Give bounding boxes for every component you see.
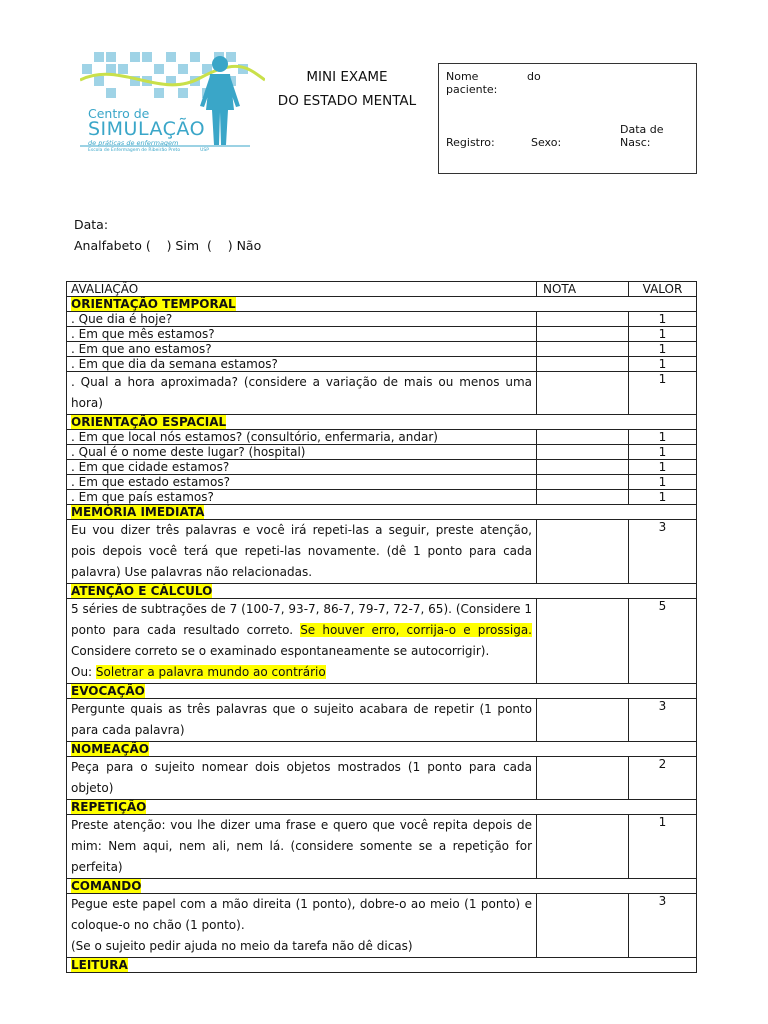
question-text: . Qual é o nome deste lugar? (hospital) bbox=[67, 445, 537, 460]
nota-cell[interactable] bbox=[537, 312, 629, 327]
section-atencao-calculo: ATENÇÃO E CÁLCULO bbox=[71, 584, 213, 598]
section-row bbox=[67, 958, 697, 973]
question-text: . Em que mês estamos? bbox=[67, 327, 537, 342]
table-row bbox=[67, 815, 697, 879]
table-row bbox=[67, 327, 697, 342]
valor-cell: 1 bbox=[629, 430, 697, 445]
table-row bbox=[67, 312, 697, 327]
valor-cell: 1 bbox=[629, 327, 697, 342]
nota-cell[interactable] bbox=[537, 815, 629, 879]
nota-cell[interactable] bbox=[537, 490, 629, 505]
question-text: Preste atenção: vou lhe dizer uma frase e quero que você repita depois de mim: Nem aqui, nem ali, nem lá. (considere somente se a repetição for perfeita) bbox=[67, 815, 537, 879]
label-registro: Registro: bbox=[446, 136, 495, 149]
section-nomeacao: NOMEAÇÃO bbox=[71, 742, 149, 756]
valor-cell: 2 bbox=[629, 757, 697, 800]
table-row bbox=[67, 520, 697, 584]
analfabeto-field: Analfabeto ( ) Sim ( ) Não bbox=[74, 238, 262, 253]
logo-text-centro: Centro de bbox=[88, 106, 150, 121]
logo-text-simulacao: SIMULAÇÃO bbox=[88, 118, 206, 140]
nota-cell[interactable] bbox=[537, 699, 629, 742]
section-row bbox=[67, 879, 697, 894]
question-text: . Em que país estamos? bbox=[67, 490, 537, 505]
valor-cell: 1 bbox=[629, 357, 697, 372]
section-row bbox=[67, 297, 697, 312]
question-text: 5 séries de subtrações de 7 (100-7, 93-7, 86-7, 79-7, 72-7, 65). (Considere 1 ponto para cada resultado correto. Se houver erro, corrija-o e prossiga. Considere correto se o examinado espontaneamente se autocorrigir). Ou: Soletrar a palavra mundo ao contrário bbox=[67, 599, 537, 684]
table-row bbox=[67, 757, 697, 800]
table-row bbox=[67, 445, 697, 460]
label-sexo: Sexo: bbox=[531, 136, 562, 149]
section-memoria-imediata: MEMÓRIA IMEDIATA bbox=[71, 505, 205, 519]
valor-cell: 1 bbox=[629, 475, 697, 490]
table-row bbox=[67, 490, 697, 505]
question-text: . Em que dia da semana estamos? bbox=[67, 357, 537, 372]
table-row bbox=[67, 357, 697, 372]
label-paciente: paciente: bbox=[446, 83, 498, 96]
header-valor: VALOR bbox=[629, 282, 697, 297]
nota-cell[interactable] bbox=[537, 445, 629, 460]
question-text: Pegue este papel com a mão direita (1 ponto), dobre-o ao meio (1 ponto) e coloque-o no chão (1 ponto). (Se o sujeito pedir ajuda no meio da tarefa não dê dicas) bbox=[67, 894, 537, 958]
table-row bbox=[67, 342, 697, 357]
section-row bbox=[67, 505, 697, 520]
valor-cell: 1 bbox=[629, 445, 697, 460]
nota-cell[interactable] bbox=[537, 520, 629, 584]
nota-cell[interactable] bbox=[537, 599, 629, 684]
table-row bbox=[67, 475, 697, 490]
valor-cell: 1 bbox=[629, 815, 697, 879]
table-row bbox=[67, 599, 697, 684]
section-orientacao-espacial: ORIENTAÇÃO ESPACIAL bbox=[71, 415, 227, 429]
document-title-line1: MINI EXAME bbox=[306, 69, 388, 85]
nota-cell[interactable] bbox=[537, 460, 629, 475]
table-row bbox=[67, 460, 697, 475]
header-avaliacao: AVALIAÇÃO bbox=[67, 282, 537, 297]
highlighted-text: Se houver erro, corrija-o e prossiga. bbox=[300, 623, 532, 637]
valor-cell: 3 bbox=[629, 894, 697, 958]
nota-cell[interactable] bbox=[537, 430, 629, 445]
section-repeticao: REPETIÇÃO bbox=[71, 800, 147, 814]
logo-text-escola: Escola de Enfermagem de Ribeirão Preto USP bbox=[88, 148, 209, 153]
date-field-label: Data: bbox=[74, 217, 109, 232]
valor-cell: 1 bbox=[629, 342, 697, 357]
question-text: . Em que ano estamos? bbox=[67, 342, 537, 357]
section-leitura: LEITURA bbox=[71, 958, 128, 972]
question-text: . Que dia é hoje? bbox=[67, 312, 537, 327]
valor-cell: 1 bbox=[629, 490, 697, 505]
nota-cell[interactable] bbox=[537, 357, 629, 372]
question-text: . Em que local nós estamos? (consultório, enfermaria, andar) bbox=[67, 430, 537, 445]
section-orientacao-temporal: ORIENTAÇÃO TEMPORAL bbox=[71, 297, 236, 311]
logo bbox=[80, 50, 265, 158]
question-text: . Qual a hora aproximada? (considere a variação de mais ou menos uma hora) bbox=[67, 372, 537, 415]
highlighted-text: Soletrar a palavra mundo ao contrário bbox=[95, 665, 326, 679]
section-row bbox=[67, 684, 697, 699]
table-row bbox=[67, 894, 697, 958]
valor-cell: 5 bbox=[629, 599, 697, 684]
section-row bbox=[67, 800, 697, 815]
valor-cell: 3 bbox=[629, 520, 697, 584]
question-text: . Em que cidade estamos? bbox=[67, 460, 537, 475]
nota-cell[interactable] bbox=[537, 327, 629, 342]
nota-cell[interactable] bbox=[537, 475, 629, 490]
table-row bbox=[67, 430, 697, 445]
valor-cell: 3 bbox=[629, 699, 697, 742]
valor-cell: 1 bbox=[629, 312, 697, 327]
question-text: . Em que estado estamos? bbox=[67, 475, 537, 490]
nota-cell[interactable] bbox=[537, 372, 629, 415]
label-nome: Nome bbox=[446, 70, 479, 83]
section-evocacao: EVOCAÇÃO bbox=[71, 684, 145, 698]
question-text: Pergunte quais as três palavras que o sujeito acabara de repetir (1 ponto para cada palavra) bbox=[67, 699, 537, 742]
section-row bbox=[67, 415, 697, 430]
label-do: do bbox=[527, 70, 541, 83]
exam-table bbox=[66, 281, 697, 973]
section-row bbox=[67, 584, 697, 599]
section-row bbox=[67, 742, 697, 757]
nota-cell[interactable] bbox=[537, 894, 629, 958]
header-nota: NOTA bbox=[537, 282, 629, 297]
logo-text-praticas: de práticas de enfermagem bbox=[88, 139, 179, 147]
section-comando: COMANDO bbox=[71, 879, 142, 893]
label-data-de: Data de bbox=[620, 123, 664, 136]
patient-info-box bbox=[438, 63, 697, 174]
question-text: Peça para o sujeito nomear dois objetos mostrados (1 ponto para cada objeto) bbox=[67, 757, 537, 800]
nota-cell[interactable] bbox=[537, 757, 629, 800]
table-row bbox=[67, 372, 697, 415]
table-row bbox=[67, 699, 697, 742]
document-title-line2: DO ESTADO MENTAL bbox=[277, 93, 417, 109]
table-header-row bbox=[67, 282, 697, 297]
valor-cell: 1 bbox=[629, 460, 697, 475]
nota-cell[interactable] bbox=[537, 342, 629, 357]
label-nasc: Nasc: bbox=[620, 136, 651, 149]
valor-cell: 1 bbox=[629, 372, 697, 415]
question-text: Eu vou dizer três palavras e você irá repeti-las a seguir, preste atenção, pois depois você terá que repeti-las novamente. (dê 1 ponto para cada palavra) Use palavras não relacionadas. bbox=[67, 520, 537, 584]
